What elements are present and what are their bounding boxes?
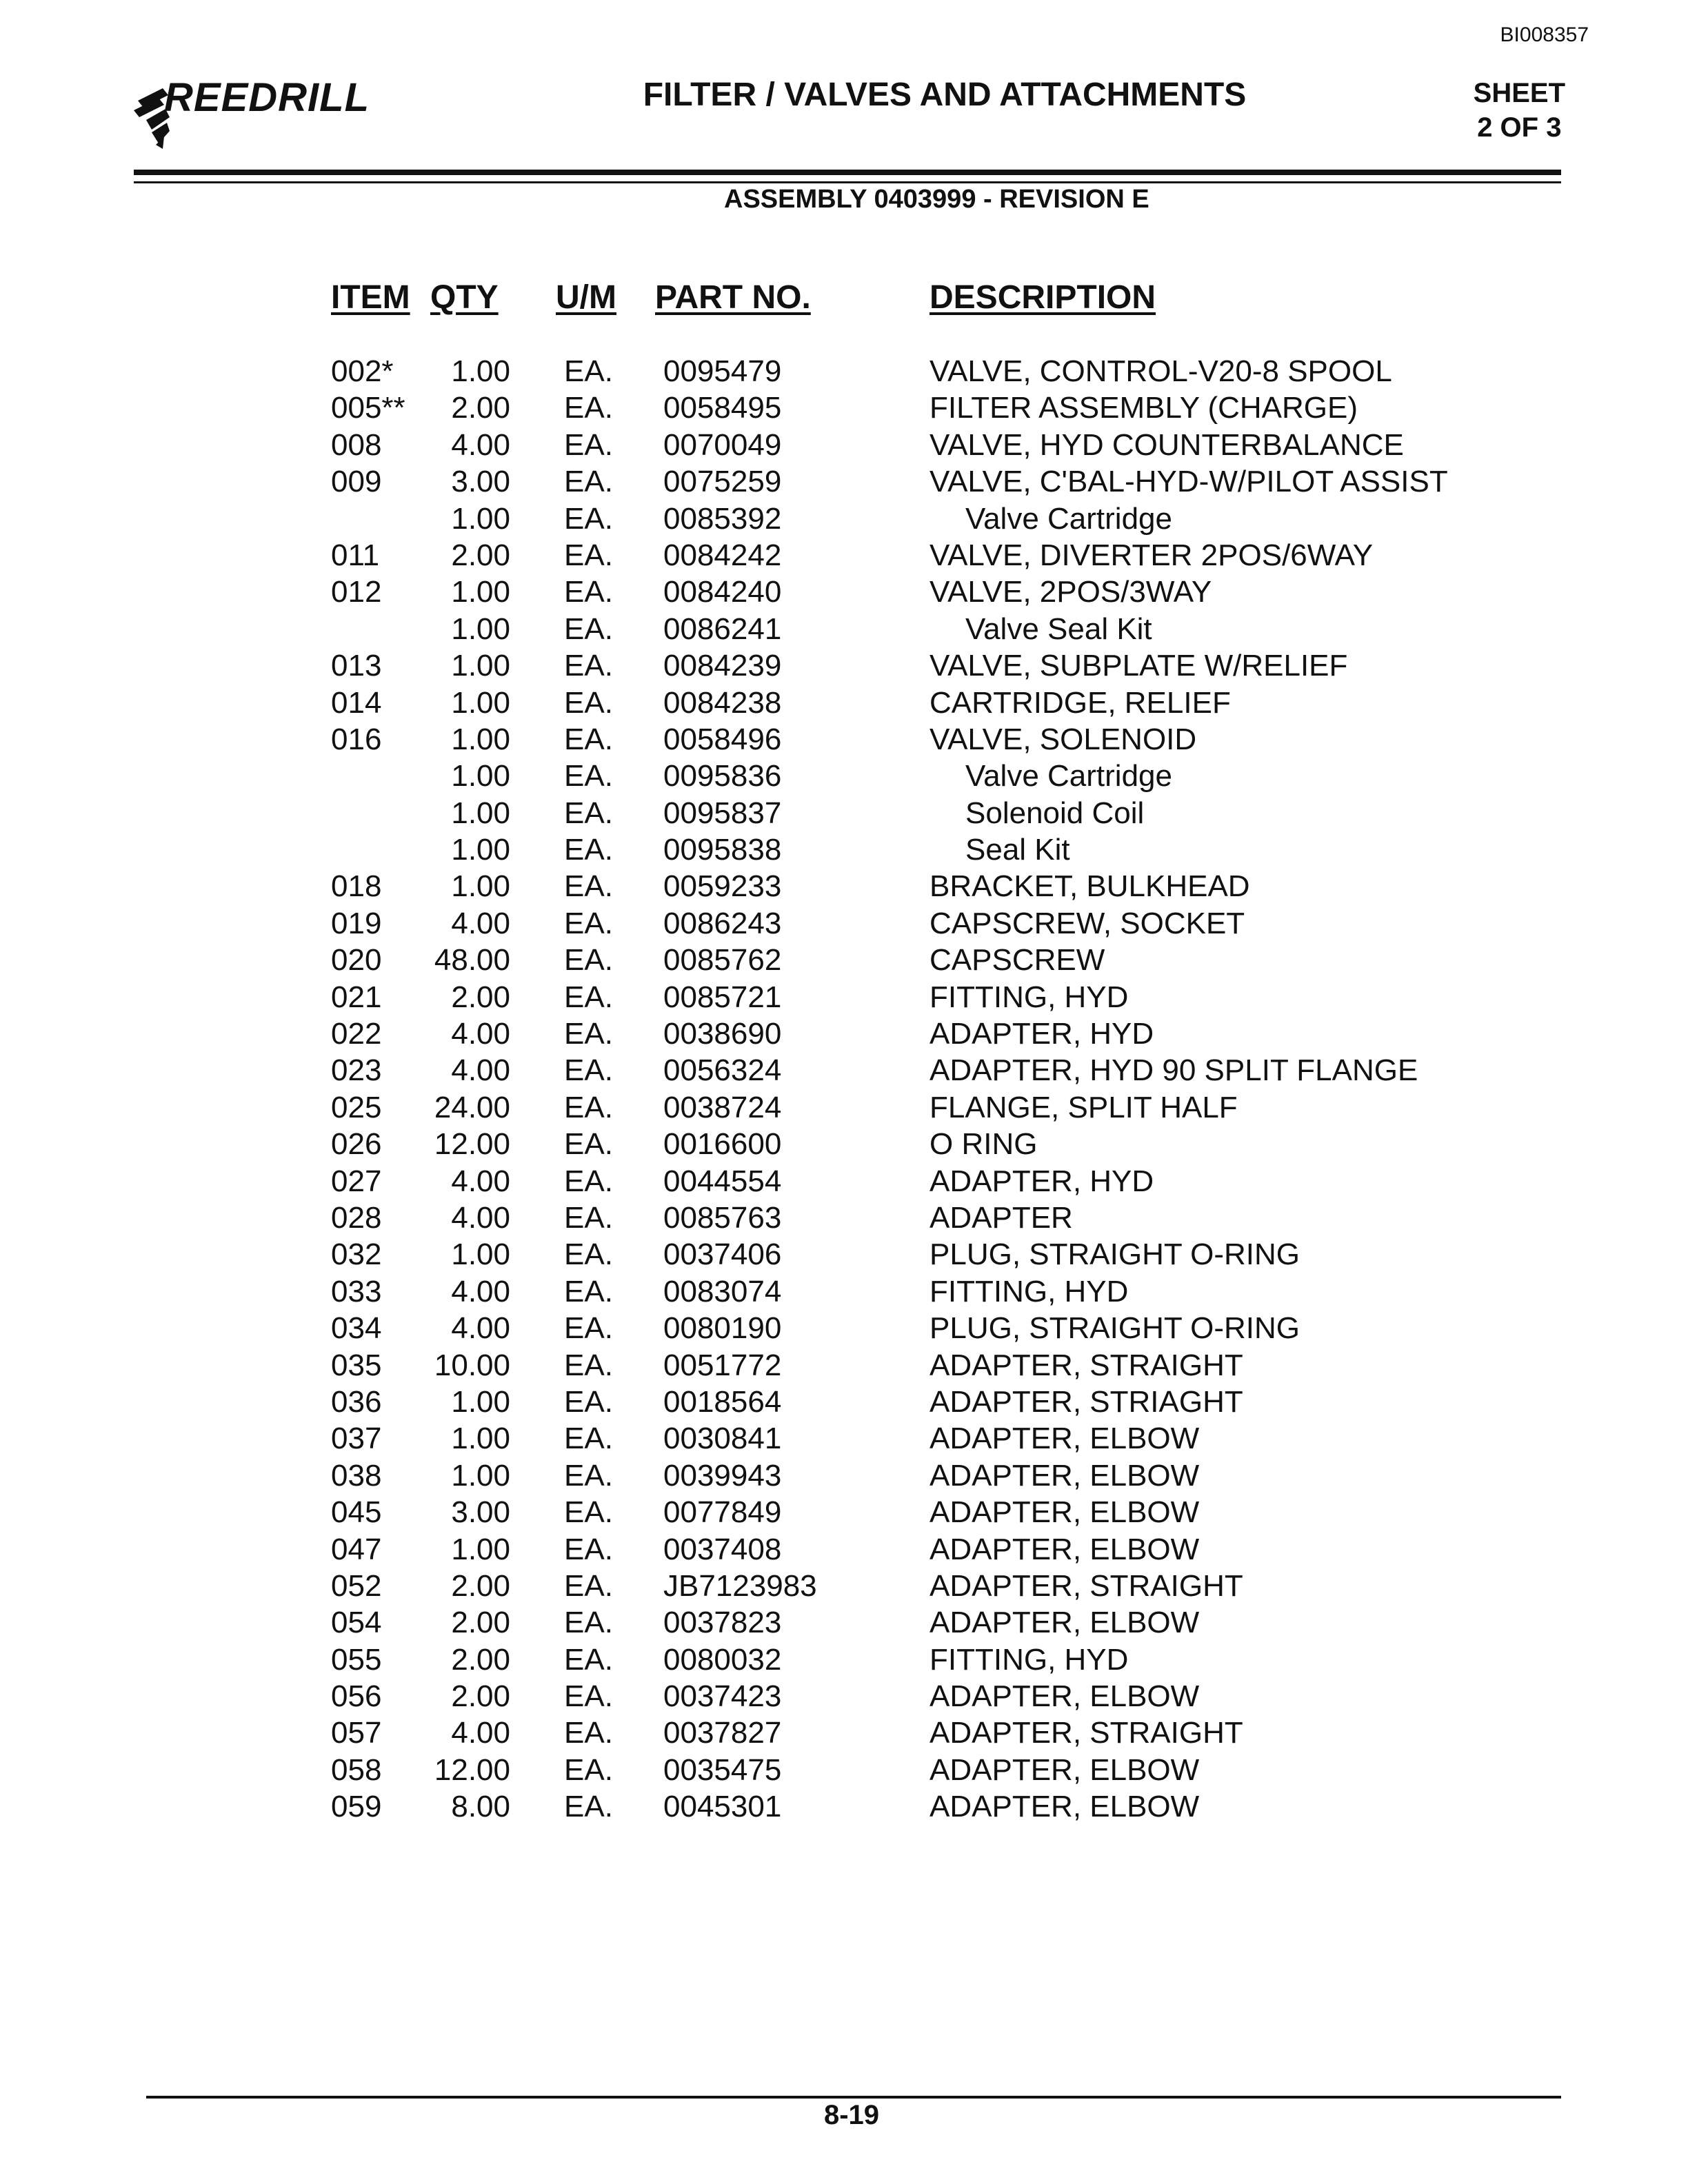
quantity: 1.00 — [451, 722, 510, 756]
part-number: 0058495 — [663, 391, 782, 425]
table-row — [0, 1236, 1688, 1273]
description: FITTING, HYD — [930, 1274, 1129, 1308]
description: ADAPTER, HYD — [930, 1017, 1154, 1051]
unit-of-measure: EA. — [564, 1606, 613, 1640]
item-number: 047 — [331, 1532, 382, 1566]
unit-of-measure: EA. — [564, 1384, 613, 1419]
item-number: 016 — [331, 722, 382, 756]
unit-of-measure: EA. — [564, 869, 613, 904]
footer-rule — [146, 2096, 1561, 2099]
quantity: 2.00 — [451, 538, 510, 572]
quantity: 24.00 — [434, 1090, 510, 1124]
description: O RING — [930, 1127, 1038, 1162]
unit-of-measure: EA. — [564, 1679, 613, 1714]
description: VALVE, C'BAL-HYD-W/PILOT ASSIST — [930, 465, 1448, 499]
header-qty: QTY — [430, 279, 499, 316]
description: ADAPTER — [930, 1200, 1073, 1235]
quantity: 1.00 — [451, 1384, 510, 1419]
quantity: 3.00 — [451, 1495, 510, 1530]
item-number: 056 — [331, 1679, 382, 1714]
part-number: JB7123983 — [663, 1568, 817, 1603]
unit-of-measure: EA. — [564, 427, 613, 462]
item-number: 026 — [331, 1127, 382, 1162]
description: BRACKET, BULKHEAD — [930, 869, 1250, 904]
unit-of-measure: EA. — [564, 1716, 613, 1750]
item-number: 033 — [331, 1274, 382, 1308]
unit-of-measure: EA. — [564, 501, 613, 536]
table-row — [0, 1163, 1688, 1200]
description: ADAPTER, HYD 90 SPLIT FLANGE — [930, 1053, 1418, 1088]
document-id: BI008357 — [1500, 23, 1589, 46]
unit-of-measure: EA. — [564, 1458, 613, 1493]
unit-of-measure: EA. — [564, 980, 613, 1014]
item-number: 022 — [331, 1017, 382, 1051]
table-row — [0, 1494, 1688, 1530]
item-number: 008 — [331, 427, 382, 462]
part-number: 0058496 — [663, 722, 782, 756]
unit-of-measure: EA. — [564, 354, 613, 388]
table-header — [0, 279, 1688, 320]
description: ADAPTER, ELBOW — [930, 1679, 1200, 1714]
item-number: 014 — [331, 685, 382, 720]
description: FITTING, HYD — [930, 980, 1129, 1014]
table-row — [0, 905, 1688, 942]
part-number: 0038690 — [663, 1017, 782, 1051]
description: ADAPTER, HYD — [930, 1164, 1154, 1198]
part-number: 0018564 — [663, 1384, 782, 1419]
part-number: 0039943 — [663, 1458, 782, 1493]
description: Valve Cartridge — [965, 501, 1172, 536]
table-row — [0, 1015, 1688, 1052]
table-row — [0, 1715, 1688, 1751]
description: ADAPTER, ELBOW — [930, 1422, 1200, 1456]
table-row — [0, 685, 1688, 721]
description: Valve Seal Kit — [965, 611, 1152, 646]
quantity: 4.00 — [451, 1311, 510, 1346]
description: VALVE, SUBPLATE W/RELIEF — [930, 649, 1348, 683]
unit-of-measure: EA. — [564, 943, 613, 978]
quantity: 1.00 — [451, 501, 510, 536]
header-rule-thick — [134, 170, 1561, 175]
item-number: 028 — [331, 1200, 382, 1235]
item-number: 054 — [331, 1606, 382, 1640]
part-number: 0038724 — [663, 1090, 782, 1124]
description: VALVE, 2POS/3WAY — [930, 575, 1212, 609]
table-row — [0, 1457, 1688, 1494]
quantity: 1.00 — [451, 575, 510, 609]
table-row — [0, 463, 1688, 500]
quantity: 2.00 — [451, 1606, 510, 1640]
description: ADAPTER, STRIAGHT — [930, 1384, 1243, 1419]
table-row — [0, 1200, 1688, 1236]
item-number: 032 — [331, 1237, 382, 1272]
part-number: 0035475 — [663, 1752, 782, 1787]
part-number: 0095479 — [663, 354, 782, 388]
part-number: 0037406 — [663, 1237, 782, 1272]
part-number: 0084240 — [663, 575, 782, 609]
part-number: 0086243 — [663, 906, 782, 940]
table-row — [0, 353, 1688, 390]
unit-of-measure: EA. — [564, 391, 613, 425]
item-number: 005** — [331, 391, 405, 425]
part-number: 0059233 — [663, 869, 782, 904]
item-number: 012 — [331, 575, 382, 609]
description: Valve Cartridge — [965, 759, 1172, 793]
table-row — [0, 868, 1688, 904]
part-number: 0056324 — [663, 1053, 782, 1088]
item-number: 038 — [331, 1458, 382, 1493]
description: PLUG, STRAIGHT O-RING — [930, 1237, 1300, 1272]
part-number: 0077849 — [663, 1495, 782, 1530]
item-number: 013 — [331, 649, 382, 683]
header-item: ITEM — [331, 279, 410, 316]
quantity: 2.00 — [451, 1642, 510, 1677]
unit-of-measure: EA. — [564, 465, 613, 499]
part-number: 0095836 — [663, 759, 782, 793]
description: CARTRIDGE, RELIEF — [930, 685, 1231, 720]
table-row — [0, 795, 1688, 831]
item-number: 019 — [331, 906, 382, 940]
unit-of-measure: EA. — [564, 833, 613, 867]
table-row — [0, 1531, 1688, 1568]
part-number: 0080190 — [663, 1311, 782, 1346]
description: CAPSCREW — [930, 943, 1105, 978]
unit-of-measure: EA. — [564, 759, 613, 793]
table-row — [0, 721, 1688, 758]
table-row — [0, 758, 1688, 794]
quantity: 2.00 — [451, 1568, 510, 1603]
page-number: 8-19 — [823, 2100, 880, 2130]
table-row — [0, 390, 1688, 426]
item-number: 018 — [331, 869, 382, 904]
quantity: 1.00 — [451, 796, 510, 830]
unit-of-measure: EA. — [564, 1348, 613, 1382]
description: ADAPTER, ELBOW — [930, 1458, 1200, 1493]
header-description: DESCRIPTION — [930, 279, 1156, 316]
sheet-label: SHEET — [1473, 78, 1565, 108]
unit-of-measure: EA. — [564, 1790, 613, 1824]
sheet-indicator — [1474, 76, 1565, 145]
unit-of-measure: EA. — [564, 1090, 613, 1124]
unit-of-measure: EA. — [564, 1311, 613, 1346]
part-number: 0084242 — [663, 538, 782, 572]
table-row — [0, 1052, 1688, 1089]
unit-of-measure: EA. — [564, 1274, 613, 1308]
table-row — [0, 574, 1688, 610]
unit-of-measure: EA. — [564, 1752, 613, 1787]
description: ADAPTER, ELBOW — [930, 1790, 1200, 1824]
description: CAPSCREW, SOCKET — [930, 906, 1245, 940]
quantity: 1.00 — [451, 1532, 510, 1566]
quantity: 1.00 — [451, 685, 510, 720]
item-number: 027 — [331, 1164, 382, 1198]
quantity: 1.00 — [451, 833, 510, 867]
part-number: 0085392 — [663, 501, 782, 536]
table-row — [0, 1347, 1688, 1384]
table-row — [0, 1604, 1688, 1641]
table-row — [0, 1420, 1688, 1457]
item-number: 057 — [331, 1716, 382, 1750]
part-number: 0084238 — [663, 685, 782, 720]
unit-of-measure: EA. — [564, 1237, 613, 1272]
item-number: 034 — [331, 1311, 382, 1346]
item-number: 020 — [331, 943, 382, 978]
item-number: 045 — [331, 1495, 382, 1530]
header-rule-thin — [134, 181, 1561, 183]
header-um: U/M — [556, 279, 616, 316]
table-row — [0, 1752, 1688, 1788]
part-number: 0037823 — [663, 1606, 782, 1640]
table-row — [0, 1788, 1688, 1825]
table-row — [0, 427, 1688, 463]
quantity: 4.00 — [451, 1053, 510, 1088]
description: ADAPTER, ELBOW — [930, 1606, 1200, 1640]
unit-of-measure: EA. — [564, 1495, 613, 1530]
table-row — [0, 537, 1688, 574]
unit-of-measure: EA. — [564, 906, 613, 940]
item-number: 036 — [331, 1384, 382, 1419]
part-number: 0086241 — [663, 611, 782, 646]
description: FITTING, HYD — [930, 1642, 1129, 1677]
unit-of-measure: EA. — [564, 1642, 613, 1677]
table-row — [0, 942, 1688, 978]
description: VALVE, CONTROL-V20-8 SPOOL — [930, 354, 1392, 388]
part-number: 0085763 — [663, 1200, 782, 1235]
description: VALVE, HYD COUNTERBALANCE — [930, 427, 1404, 462]
item-number: 037 — [331, 1422, 382, 1456]
quantity: 2.00 — [451, 391, 510, 425]
quantity: 4.00 — [451, 1017, 510, 1051]
description: Seal Kit — [965, 833, 1070, 867]
unit-of-measure: EA. — [564, 575, 613, 609]
quantity: 1.00 — [451, 354, 510, 388]
table-row — [0, 1310, 1688, 1346]
description: ADAPTER, ELBOW — [930, 1495, 1200, 1530]
part-number: 0085721 — [663, 980, 782, 1014]
item-number: 059 — [331, 1790, 382, 1824]
part-number: 0083074 — [663, 1274, 782, 1308]
unit-of-measure: EA. — [564, 722, 613, 756]
description: ADAPTER, ELBOW — [930, 1532, 1200, 1566]
item-number: 021 — [331, 980, 382, 1014]
item-number: 023 — [331, 1053, 382, 1088]
part-number: 0037827 — [663, 1716, 782, 1750]
part-number: 0044554 — [663, 1164, 782, 1198]
description: Solenoid Coil — [965, 796, 1145, 830]
unit-of-measure: EA. — [564, 796, 613, 830]
unit-of-measure: EA. — [564, 611, 613, 646]
item-number: 055 — [331, 1642, 382, 1677]
description: VALVE, DIVERTER 2POS/6WAY — [930, 538, 1374, 572]
part-number: 0085762 — [663, 943, 782, 978]
table-row — [0, 1089, 1688, 1126]
table-row — [0, 1126, 1688, 1162]
unit-of-measure: EA. — [564, 1422, 613, 1456]
quantity: 8.00 — [451, 1790, 510, 1824]
sheet-number: 2 OF 3 — [1477, 112, 1562, 143]
part-number: 0095838 — [663, 833, 782, 867]
quantity: 3.00 — [451, 465, 510, 499]
table-row — [0, 979, 1688, 1015]
quantity: 4.00 — [451, 1164, 510, 1198]
quantity: 1.00 — [451, 869, 510, 904]
part-number: 0070049 — [663, 427, 782, 462]
item-number: 058 — [331, 1752, 382, 1787]
unit-of-measure: EA. — [564, 1200, 613, 1235]
table-row — [0, 1568, 1688, 1604]
unit-of-measure: EA. — [564, 1568, 613, 1603]
quantity: 4.00 — [451, 1200, 510, 1235]
part-number: 0037408 — [663, 1532, 782, 1566]
quantity: 4.00 — [451, 906, 510, 940]
logo-wordmark: REEDRILL — [164, 75, 370, 120]
unit-of-measure: EA. — [564, 538, 613, 572]
part-number: 0037423 — [663, 1679, 782, 1714]
item-number: 011 — [331, 538, 380, 572]
description: ADAPTER, ELBOW — [930, 1752, 1200, 1787]
quantity: 1.00 — [451, 649, 510, 683]
item-number: 052 — [331, 1568, 382, 1603]
description: VALVE, SOLENOID — [930, 722, 1197, 756]
table-row — [0, 647, 1688, 684]
part-number: 0095837 — [663, 796, 782, 830]
page-title: FILTER / VALVES AND ATTACHMENTS — [643, 77, 1247, 113]
unit-of-measure: EA. — [564, 1053, 613, 1088]
description: ADAPTER, STRAIGHT — [930, 1568, 1243, 1603]
header-part-no: PART NO. — [655, 279, 811, 316]
unit-of-measure: EA. — [564, 1127, 613, 1162]
quantity: 2.00 — [451, 1679, 510, 1714]
unit-of-measure: EA. — [564, 649, 613, 683]
item-number: 035 — [331, 1348, 382, 1382]
description: ADAPTER, STRAIGHT — [930, 1348, 1243, 1382]
quantity: 10.00 — [434, 1348, 510, 1382]
description: ADAPTER, STRAIGHT — [930, 1716, 1243, 1750]
quantity: 1.00 — [451, 1458, 510, 1493]
part-number: 0045301 — [663, 1790, 782, 1824]
table-row — [0, 501, 1688, 537]
quantity: 1.00 — [451, 1422, 510, 1456]
table-row — [0, 1678, 1688, 1715]
item-number: 025 — [331, 1090, 382, 1124]
part-number: 0051772 — [663, 1348, 782, 1382]
part-number: 0030841 — [663, 1422, 782, 1456]
quantity: 4.00 — [451, 1716, 510, 1750]
quantity: 4.00 — [451, 427, 510, 462]
quantity: 1.00 — [451, 611, 510, 646]
unit-of-measure: EA. — [564, 685, 613, 720]
quantity: 2.00 — [451, 980, 510, 1014]
table-row — [0, 1273, 1688, 1310]
assembly-revision: ASSEMBLY 0403999 - REVISION E — [724, 185, 1149, 214]
description: FILTER ASSEMBLY (CHARGE) — [930, 391, 1358, 425]
part-number: 0075259 — [663, 465, 782, 499]
part-number: 0016600 — [663, 1127, 782, 1162]
quantity: 4.00 — [451, 1274, 510, 1308]
part-number: 0080032 — [663, 1642, 782, 1677]
description: PLUG, STRAIGHT O-RING — [930, 1311, 1300, 1346]
quantity: 1.00 — [451, 759, 510, 793]
table-row — [0, 611, 1688, 647]
item-number: 009 — [331, 465, 382, 499]
quantity: 12.00 — [434, 1752, 510, 1787]
quantity: 48.00 — [434, 943, 510, 978]
item-number: 002* — [331, 354, 394, 388]
table-row — [0, 1641, 1688, 1678]
table-row — [0, 831, 1688, 868]
unit-of-measure: EA. — [564, 1164, 613, 1198]
description: FLANGE, SPLIT HALF — [930, 1090, 1238, 1124]
quantity: 1.00 — [451, 1237, 510, 1272]
part-number: 0084239 — [663, 649, 782, 683]
quantity: 12.00 — [434, 1127, 510, 1162]
table-row — [0, 1384, 1688, 1420]
parts-table — [0, 353, 1688, 1826]
unit-of-measure: EA. — [564, 1017, 613, 1051]
unit-of-measure: EA. — [564, 1532, 613, 1566]
